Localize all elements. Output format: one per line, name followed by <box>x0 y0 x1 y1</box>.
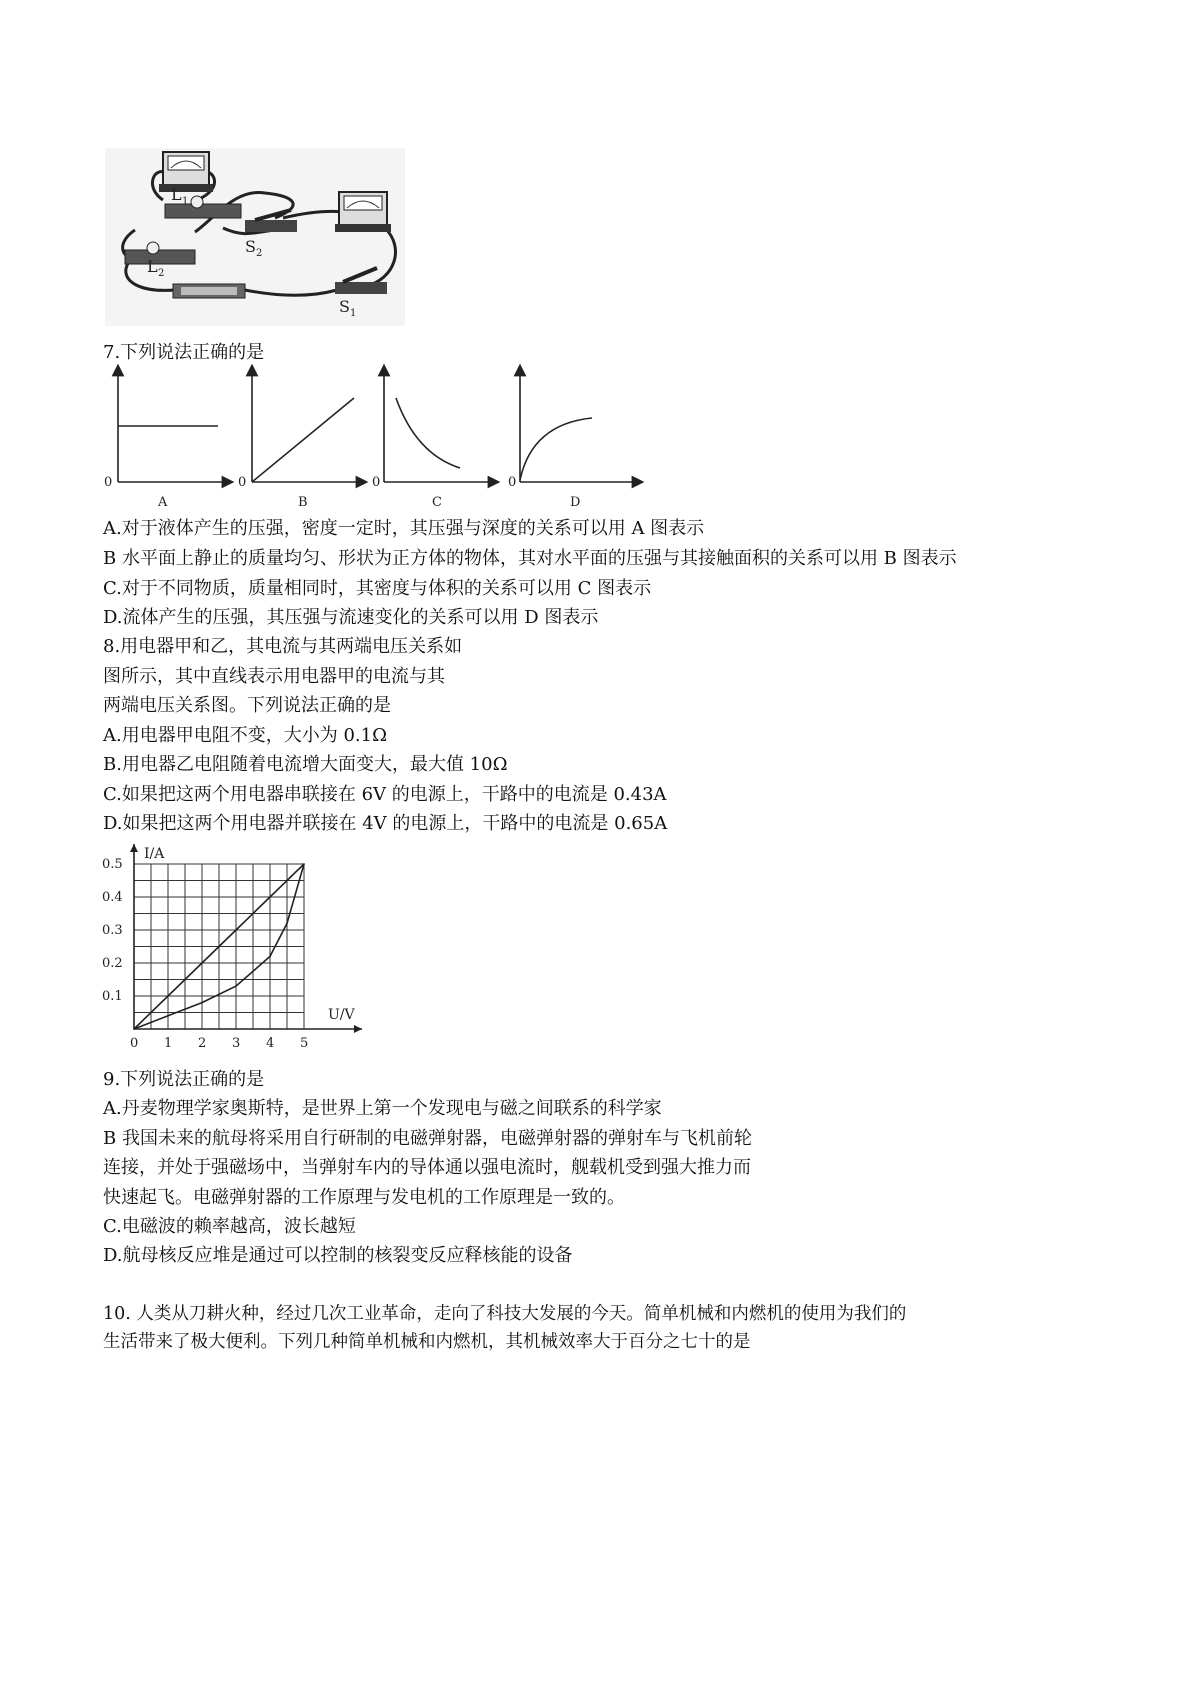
series-2-point <box>235 985 237 987</box>
q7-stem: 7.下列说法正确的是 <box>103 342 265 363</box>
graph-c-curve <box>396 398 460 468</box>
graph-c-letter: C <box>432 495 442 510</box>
q10-line-2: 生活带来了极大便利。下列几种简单机械和内燃机，其机械效率大于百分之七十的是 <box>103 1332 751 1352</box>
x-tick-label: 0 <box>130 1036 139 1051</box>
q7-option-b: B 水平面上静止的质量均匀、形状为正方体的物体，其对水平面的压强与其接触面积的关系可以用 B 图表示 <box>103 548 957 569</box>
y-tick-label: 0.3 <box>102 923 123 938</box>
graph-b-curve <box>252 398 354 482</box>
series-2-point <box>167 1015 169 1017</box>
x-tick-label: 3 <box>232 1036 241 1051</box>
q7-graphs <box>100 364 645 514</box>
circuit-figure <box>105 148 405 326</box>
battery <box>173 284 245 298</box>
graph-d-origin: 0 <box>508 475 517 490</box>
series-2-point <box>201 1002 203 1004</box>
graph-d-curve <box>520 418 592 480</box>
q7-option-d: D.流体产生的压强，其压强与流速变化的关系可以用 D 图表示 <box>103 607 599 628</box>
x-axis-label: U/V <box>328 1007 355 1023</box>
label-L1-sub: 1 <box>182 196 189 207</box>
x-tick-label: 1 <box>164 1036 173 1051</box>
label-L1: L <box>171 185 182 204</box>
q9-option-b-3: 快速起飞。电磁弹射器的工作原理与发电机的工作原理是一致的。 <box>103 1187 625 1208</box>
series-1-point <box>269 896 271 898</box>
series-2-point <box>303 863 305 865</box>
label-L2-sub: 2 <box>158 268 165 279</box>
x-tick-label: 4 <box>266 1036 275 1051</box>
q8-option-d: D.如果把这两个用电器并联接在 4V 的电源上，干路中的电流是 0.65A <box>103 813 668 834</box>
series-1-point <box>167 995 169 997</box>
graph-b-letter: B <box>298 495 308 510</box>
label-S1-sub: 1 <box>350 308 357 319</box>
x-tick-label: 2 <box>198 1036 207 1051</box>
series-1-point <box>201 962 203 964</box>
y-tick-label: 0.5 <box>102 857 123 872</box>
graph-a-origin: 0 <box>104 475 113 490</box>
q8-option-c: C.如果把这两个用电器串联接在 6V 的电源上，干路中的电流是 0.43A <box>103 784 667 805</box>
series-1-point <box>235 929 237 931</box>
q7-option-c: C.对于不同物质，质量相同时，其密度与体积的关系可以用 C 图表示 <box>103 578 652 599</box>
q8-stem-3: 两端电压关系图。下列说法正确的是 <box>103 695 391 716</box>
q9-option-b-1: B 我国未来的航母将采用自行研制的电磁弹射器，电磁弹射器的弹射车与飞机前轮 <box>103 1128 752 1149</box>
iu-chart <box>100 842 370 1052</box>
graph-a-letter: A <box>158 495 168 510</box>
q8-option-a: A.用电器甲电阻不变，大小为 0.1Ω <box>103 725 387 746</box>
q9-option-c: C.电磁波的赖率越高，波长越短 <box>103 1216 356 1237</box>
series-2-point <box>286 923 288 925</box>
meter-top <box>159 152 213 192</box>
label-S1: S <box>339 297 350 316</box>
graph-b-origin: 0 <box>238 475 247 490</box>
label-L2: L <box>147 257 158 276</box>
label-S2-sub: 2 <box>256 248 263 259</box>
series-2-point <box>269 956 271 958</box>
series-2-point <box>133 1028 135 1030</box>
q9-stem: 9.下列说法正确的是 <box>103 1069 265 1090</box>
label-S2: S <box>245 237 256 256</box>
y-tick-label: 0.1 <box>102 989 123 1004</box>
y-tick-label: 0.2 <box>102 956 123 971</box>
graph-c-origin: 0 <box>372 475 381 490</box>
y-axis-arrow <box>130 844 138 852</box>
y-tick-label: 0.4 <box>102 890 123 905</box>
q8-option-b: B.用电器乙电阻随着电流增大面变大，最大值 10Ω <box>103 754 508 775</box>
q9-option-b-2: 连接，并处于强磁场中，当弹射车内的导体通以强电流时，舰载机受到强大推力而 <box>103 1157 751 1178</box>
chart-axes <box>130 844 362 1033</box>
q10-line-1: 10. 人类从刀耕火种，经过几次工业革命，走向了科技大发展的今天。简单机械和内燃机的使用为我们的 <box>103 1304 907 1324</box>
chart-labels <box>102 846 356 1051</box>
q7-option-a: A.对于液体产生的压强，密度一定时，其压强与深度的关系可以用 A 图表示 <box>103 518 705 539</box>
q8-stem-1: 8.用电器甲和乙，其电流与其两端电压关系如 <box>103 636 463 657</box>
y-axis-label: I/A <box>144 846 165 862</box>
q8-stem-2: 图所示，其中直线表示用电器甲的电流与其 <box>103 666 445 687</box>
x-tick-label: 5 <box>300 1036 309 1051</box>
graph-d-letter: D <box>570 495 581 510</box>
q9-option-a: A.丹麦物理学家奥斯特，是世界上第一个发现电与磁之间联系的科学家 <box>103 1098 662 1119</box>
x-axis-arrow <box>354 1025 362 1033</box>
q9-option-d: D.航母核反应堆是通过可以控制的核裂变反应释核能的设备 <box>103 1245 573 1266</box>
meter-right <box>335 192 391 232</box>
